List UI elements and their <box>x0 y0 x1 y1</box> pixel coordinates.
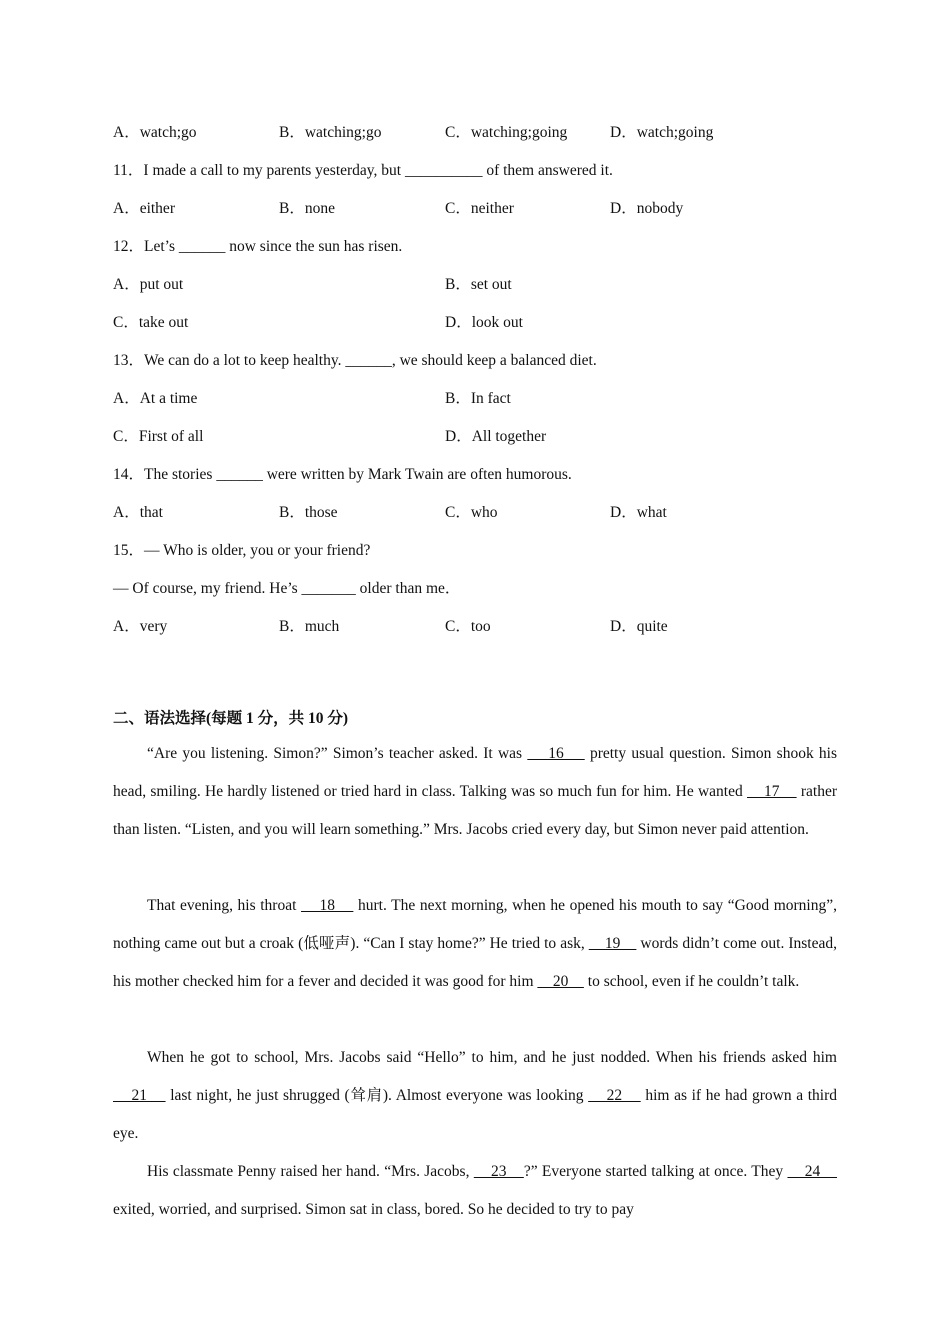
blank-19: 19 <box>588 935 637 952</box>
blank-18: 18 <box>301 897 354 914</box>
q15-option-b: B．much <box>279 618 340 635</box>
q11-option-b: B．none <box>279 200 335 217</box>
q15-stem-question: 15．— Who is older, you or your friend? <box>113 542 371 559</box>
q12-option-d: D．look out <box>445 314 523 331</box>
blank-24: 24 <box>787 1163 838 1180</box>
blank-20: 20 <box>537 973 584 990</box>
q13-option-d: D．All together <box>445 428 547 445</box>
q11-option-c: C．neither <box>445 200 514 217</box>
passage-paragraph-2: That evening, his throat 18 hurt. The next morning, when he opened his mouth to say “Good morning”, nothing came out but a croak (低哑声). “Can I stay home?” He tried to ask, 19 words didn’t come out. Instead, his mother checked him for a fever and decided it was good for him 20 to school, even if he couldn’t talk. <box>113 897 837 990</box>
q12-option-c: C．take out <box>113 314 189 331</box>
passage-paragraph-1: “Are you listening. Simon?” Simon’s teacher asked. It was 16 pretty usual question. Simon shook his head, smiling. He hardly listened or tried hard in class. Talking was so much fun for him. He wanted 17 rather than listen. “Listen, and you will learn something.” Mrs. Jacobs cried every day, but Simon never paid attention. <box>113 745 838 838</box>
q11-stem: 11．I made a call to my parents yesterday, but __________ of them answered it. <box>113 162 613 179</box>
q10-option-a: A．watch;go <box>113 124 197 141</box>
blank-16: 16 <box>527 745 585 762</box>
blank-22: 22 <box>588 1087 641 1104</box>
q13-option-b: B．In fact <box>445 390 511 407</box>
q14-option-a: A．that <box>113 504 163 521</box>
q13-option-c: C．First of all <box>113 428 204 445</box>
blank-21: 21 <box>113 1087 166 1104</box>
q12-option-a: A．put out <box>113 276 184 293</box>
passage-paragraph-3: When he got to school, Mrs. Jacobs said “Hello” to him, and he just nodded. When his friends asked him 21 last night, he just shrugged (耸肩). Almost everyone was looking 22 him as if he had grown a third eye. <box>113 1049 838 1142</box>
q15-option-c: C．too <box>445 618 491 635</box>
q10-option-d: D．watch;going <box>610 124 714 141</box>
q11-option-d: D．nobody <box>610 200 684 217</box>
q12-stem: 12．Let’s ______ now since the sun has risen. <box>113 238 403 255</box>
q15-stem-answer: — Of course, my friend. He’s _______ older than me． <box>113 580 461 597</box>
q12-option-b: B．set out <box>445 276 512 293</box>
blank-23: 23 <box>473 1163 524 1180</box>
q13-option-a: A．At a time <box>113 390 198 407</box>
q14-option-c: C．who <box>445 504 498 521</box>
q14-option-b: B．those <box>279 504 338 521</box>
q10-option-b: B．watching;go <box>279 124 382 141</box>
blank-17: 17 <box>747 783 797 800</box>
q13-stem: 13．We can do a lot to keep healthy. ______, we should keep a balanced diet. <box>113 352 597 369</box>
q15-option-a: A．very <box>113 618 168 635</box>
passage-paragraph-4: His classmate Penny raised her hand. “Mrs. Jacobs, 23 ?” Everyone started talking at once. They 24 exited, worried, and surprised. Simon sat in class, bored. So he decided to try to pay <box>113 1163 838 1218</box>
q15-option-d: D．quite <box>610 618 668 635</box>
q10-option-c: C．watching;going <box>445 124 568 141</box>
q14-option-d: D．what <box>610 504 667 521</box>
section-heading: 二、语法选择(每题 1 分，共 10 分) <box>113 710 349 727</box>
q11-option-a: A．either <box>113 200 175 217</box>
q14-stem: 14．The stories ______ were written by Mark Twain are often humorous. <box>113 466 572 483</box>
